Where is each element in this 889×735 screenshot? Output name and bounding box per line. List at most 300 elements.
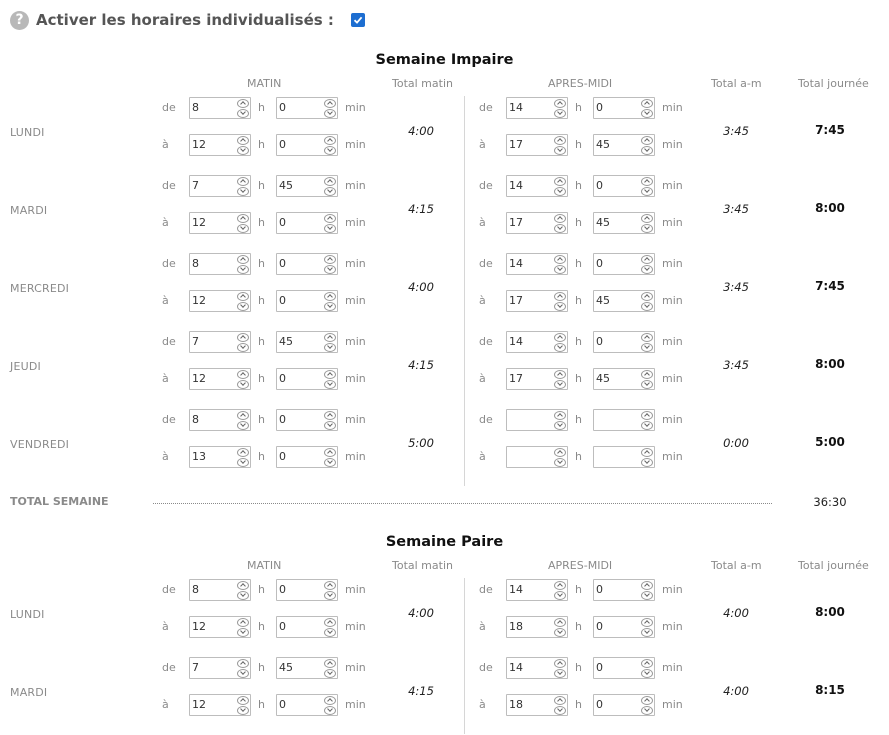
chevron-up-icon[interactable] bbox=[237, 696, 249, 705]
chevron-up-icon[interactable] bbox=[554, 370, 566, 379]
total-day-value: 5:00 bbox=[815, 435, 845, 449]
day-name: LUNDI bbox=[10, 126, 45, 139]
chevron-up-icon[interactable] bbox=[324, 99, 336, 108]
minute-unit-label: min bbox=[345, 620, 366, 633]
afternoon-de-minute-input[interactable] bbox=[593, 97, 655, 119]
afternoon-a-minute-input[interactable] bbox=[593, 134, 655, 156]
chevron-down-icon[interactable] bbox=[641, 458, 653, 467]
chevron-up-icon[interactable] bbox=[554, 255, 566, 264]
column-header-total-am: Total a-m bbox=[711, 77, 762, 90]
chevron-up-icon[interactable] bbox=[237, 411, 249, 420]
chevron-down-icon[interactable] bbox=[237, 421, 249, 430]
chevron-up-icon[interactable] bbox=[324, 411, 336, 420]
morning-de-minute-input-value: 0 bbox=[279, 413, 286, 426]
chevron-down-icon[interactable] bbox=[554, 146, 566, 155]
chevron-up-icon[interactable] bbox=[324, 255, 336, 264]
afternoon-a-hour-input[interactable] bbox=[506, 694, 568, 716]
chevron-down-icon[interactable] bbox=[324, 302, 336, 311]
from-label: de bbox=[162, 101, 176, 114]
afternoon-de-hour-input[interactable] bbox=[506, 409, 568, 431]
chevron-down-icon[interactable] bbox=[237, 706, 249, 715]
to-label: à bbox=[479, 620, 486, 633]
chevron-up-icon[interactable] bbox=[554, 618, 566, 627]
morning-de-hour-input-value: 8 bbox=[192, 583, 199, 596]
afternoon-de-hour-input-value: 14 bbox=[509, 101, 523, 114]
chevron-up-icon[interactable] bbox=[237, 99, 249, 108]
minute-unit-label: min bbox=[662, 179, 683, 192]
chevron-up-icon[interactable] bbox=[324, 659, 336, 668]
chevron-up-icon[interactable] bbox=[641, 411, 653, 420]
start-time-row bbox=[0, 175, 889, 197]
day-name: LUNDI bbox=[10, 608, 45, 621]
morning-a-minute-input-value: 0 bbox=[279, 698, 286, 711]
from-label: de bbox=[479, 335, 493, 348]
start-time-row bbox=[0, 97, 889, 119]
chevron-up-icon[interactable] bbox=[324, 292, 336, 301]
help-icon[interactable]: ? bbox=[10, 11, 29, 30]
from-label: de bbox=[162, 583, 176, 596]
total-day-value: 8:00 bbox=[815, 357, 845, 371]
total-day-value: 8:15 bbox=[815, 683, 845, 697]
chevron-up-icon[interactable] bbox=[554, 696, 566, 705]
afternoon-de-hour-input-value: 14 bbox=[509, 661, 523, 674]
chevron-up-icon[interactable] bbox=[641, 214, 653, 223]
morning-a-minute-input[interactable] bbox=[276, 694, 338, 716]
chevron-up-icon[interactable] bbox=[237, 136, 249, 145]
column-header-apres-midi: APRES-MIDI bbox=[548, 559, 613, 572]
morning-de-minute-input[interactable] bbox=[276, 657, 338, 679]
total-matin-value: 4:00 bbox=[408, 606, 434, 620]
chevron-down-icon[interactable] bbox=[641, 380, 653, 389]
day-name: VENDREDI bbox=[10, 438, 70, 451]
minute-unit-label: min bbox=[662, 698, 683, 711]
chevron-down-icon[interactable] bbox=[641, 302, 653, 311]
day-name: JEUDI bbox=[10, 360, 41, 373]
chevron-up-icon[interactable] bbox=[641, 448, 653, 457]
chevron-up-icon[interactable] bbox=[641, 99, 653, 108]
morning-a-hour-input-value: 12 bbox=[192, 216, 206, 229]
chevron-down-icon[interactable] bbox=[641, 669, 653, 678]
chevron-up-icon[interactable] bbox=[237, 292, 249, 301]
morning-de-hour-input[interactable] bbox=[189, 97, 251, 119]
from-label: de bbox=[162, 413, 176, 426]
morning-de-hour-input[interactable] bbox=[189, 409, 251, 431]
chevron-up-icon[interactable] bbox=[324, 448, 336, 457]
chevron-down-icon[interactable] bbox=[641, 265, 653, 274]
total-week-divider bbox=[153, 503, 772, 504]
afternoon-a-minute-input-value: 45 bbox=[596, 294, 610, 307]
chevron-up-icon[interactable] bbox=[641, 333, 653, 342]
minute-unit-label: min bbox=[662, 583, 683, 596]
hour-unit-label: h bbox=[575, 138, 582, 151]
hour-unit-label: h bbox=[575, 413, 582, 426]
chevron-up-icon[interactable] bbox=[237, 255, 249, 264]
from-label: de bbox=[479, 101, 493, 114]
morning-de-minute-input[interactable] bbox=[276, 331, 338, 353]
minute-unit-label: min bbox=[345, 216, 366, 229]
column-header-matin: MATIN bbox=[247, 77, 282, 90]
day-name: MERCREDI bbox=[10, 282, 70, 295]
chevron-down-icon[interactable] bbox=[237, 187, 249, 196]
chevron-down-icon[interactable] bbox=[324, 187, 336, 196]
afternoon-a-minute-input-value: 45 bbox=[596, 372, 610, 385]
afternoon-a-minute-input[interactable] bbox=[593, 616, 655, 638]
chevron-up-icon[interactable] bbox=[237, 370, 249, 379]
day-row bbox=[0, 331, 889, 409]
morning-a-minute-input-value: 0 bbox=[279, 372, 286, 385]
minute-unit-label: min bbox=[345, 138, 366, 151]
hour-unit-label: h bbox=[575, 583, 582, 596]
day-row bbox=[0, 409, 889, 487]
to-label: à bbox=[162, 620, 169, 633]
morning-de-hour-input[interactable] bbox=[189, 253, 251, 275]
hour-unit-label: h bbox=[575, 216, 582, 229]
chevron-up-icon[interactable] bbox=[237, 448, 249, 457]
chevron-down-icon[interactable] bbox=[554, 265, 566, 274]
afternoon-a-hour-input-value: 17 bbox=[509, 294, 523, 307]
start-time-row bbox=[0, 253, 889, 275]
from-label: de bbox=[479, 179, 493, 192]
chevron-down-icon[interactable] bbox=[237, 224, 249, 233]
morning-a-minute-input[interactable] bbox=[276, 134, 338, 156]
afternoon-a-minute-input[interactable] bbox=[593, 290, 655, 312]
chevron-down-icon[interactable] bbox=[324, 224, 336, 233]
hour-unit-label: h bbox=[258, 450, 265, 463]
chevron-down-icon[interactable] bbox=[641, 187, 653, 196]
chevron-up-icon[interactable] bbox=[554, 214, 566, 223]
hour-unit-label: h bbox=[575, 335, 582, 348]
column-header-matin: MATIN bbox=[247, 559, 282, 572]
minute-unit-label: min bbox=[662, 294, 683, 307]
total-week-value: 36:30 bbox=[813, 495, 847, 509]
chevron-up-icon[interactable] bbox=[641, 177, 653, 186]
chevron-down-icon[interactable] bbox=[324, 265, 336, 274]
chevron-down-icon[interactable] bbox=[237, 380, 249, 389]
afternoon-a-hour-input-value: 17 bbox=[509, 372, 523, 385]
chevron-up-icon[interactable] bbox=[641, 696, 653, 705]
chevron-down-icon[interactable] bbox=[641, 706, 653, 715]
chevron-up-icon[interactable] bbox=[237, 581, 249, 590]
day-row bbox=[0, 175, 889, 253]
hour-unit-label: h bbox=[575, 698, 582, 711]
afternoon-a-hour-input[interactable] bbox=[506, 616, 568, 638]
individual-hours-checkbox[interactable] bbox=[351, 13, 365, 27]
start-time-row bbox=[0, 331, 889, 353]
chevron-up-icon[interactable] bbox=[641, 292, 653, 301]
morning-a-minute-input[interactable] bbox=[276, 616, 338, 638]
morning-de-minute-input[interactable] bbox=[276, 97, 338, 119]
afternoon-a-minute-input[interactable] bbox=[593, 694, 655, 716]
start-time-row bbox=[0, 579, 889, 601]
chevron-down-icon[interactable] bbox=[554, 343, 566, 352]
chevron-down-icon[interactable] bbox=[554, 302, 566, 311]
chevron-down-icon[interactable] bbox=[554, 421, 566, 430]
chevron-down-icon[interactable] bbox=[554, 458, 566, 467]
chevron-down-icon[interactable] bbox=[554, 224, 566, 233]
morning-de-hour-input-value: 8 bbox=[192, 257, 199, 270]
total-am-value: 4:00 bbox=[723, 606, 749, 620]
hour-unit-label: h bbox=[258, 698, 265, 711]
chevron-down-icon[interactable] bbox=[324, 421, 336, 430]
chevron-up-icon[interactable] bbox=[237, 177, 249, 186]
chevron-up-icon[interactable] bbox=[554, 99, 566, 108]
total-day-value: 7:45 bbox=[815, 123, 845, 137]
morning-a-minute-input[interactable] bbox=[276, 212, 338, 234]
total-day-value: 8:00 bbox=[815, 605, 845, 619]
chevron-up-icon[interactable] bbox=[324, 214, 336, 223]
afternoon-de-minute-input[interactable] bbox=[593, 175, 655, 197]
minute-unit-label: min bbox=[345, 583, 366, 596]
chevron-down-icon[interactable] bbox=[641, 109, 653, 118]
hour-unit-label: h bbox=[575, 101, 582, 114]
morning-de-minute-input-value: 45 bbox=[279, 661, 293, 674]
morning-de-hour-input[interactable] bbox=[189, 331, 251, 353]
chevron-down-icon[interactable] bbox=[641, 591, 653, 600]
chevron-down-icon[interactable] bbox=[324, 591, 336, 600]
chevron-down-icon[interactable] bbox=[237, 591, 249, 600]
afternoon-de-minute-input-value: 0 bbox=[596, 101, 603, 114]
chevron-down-icon[interactable] bbox=[554, 669, 566, 678]
hour-unit-label: h bbox=[258, 413, 265, 426]
day-name: MARDI bbox=[10, 204, 48, 217]
afternoon-de-hour-input[interactable] bbox=[506, 579, 568, 601]
week-title: Semaine Impaire bbox=[375, 52, 514, 68]
afternoon-de-hour-input[interactable] bbox=[506, 253, 568, 275]
from-label: de bbox=[162, 179, 176, 192]
from-label: de bbox=[162, 661, 176, 674]
start-time-row bbox=[0, 657, 889, 679]
chevron-up-icon[interactable] bbox=[237, 618, 249, 627]
chevron-down-icon[interactable] bbox=[324, 706, 336, 715]
chevron-up-icon[interactable] bbox=[554, 333, 566, 342]
to-label: à bbox=[162, 698, 169, 711]
chevron-up-icon[interactable] bbox=[641, 136, 653, 145]
afternoon-de-hour-input-value: 14 bbox=[509, 583, 523, 596]
morning-de-minute-input[interactable] bbox=[276, 253, 338, 275]
chevron-down-icon[interactable] bbox=[641, 146, 653, 155]
chevron-down-icon[interactable] bbox=[554, 109, 566, 118]
minute-unit-label: min bbox=[662, 101, 683, 114]
individual-hours-label: Activer les horaires individualisés : bbox=[36, 11, 334, 29]
afternoon-de-minute-input[interactable] bbox=[593, 409, 655, 431]
hour-unit-label: h bbox=[258, 179, 265, 192]
afternoon-de-hour-input[interactable] bbox=[506, 97, 568, 119]
chevron-up-icon[interactable] bbox=[641, 659, 653, 668]
chevron-up-icon[interactable] bbox=[641, 255, 653, 264]
morning-a-hour-input[interactable] bbox=[189, 446, 251, 468]
morning-a-minute-input[interactable] bbox=[276, 290, 338, 312]
chevron-up-icon[interactable] bbox=[554, 448, 566, 457]
column-header-total-matin: Total matin bbox=[392, 77, 453, 90]
minute-unit-label: min bbox=[345, 413, 366, 426]
afternoon-de-minute-input-value: 0 bbox=[596, 257, 603, 270]
total-am-value: 3:45 bbox=[723, 358, 749, 372]
morning-a-hour-input[interactable] bbox=[189, 368, 251, 390]
from-label: de bbox=[162, 335, 176, 348]
chevron-down-icon[interactable] bbox=[554, 706, 566, 715]
chevron-down-icon[interactable] bbox=[324, 343, 336, 352]
chevron-down-icon[interactable] bbox=[324, 669, 336, 678]
morning-a-hour-input[interactable] bbox=[189, 694, 251, 716]
checkmark-icon bbox=[353, 15, 363, 25]
afternoon-de-minute-input-value: 0 bbox=[596, 661, 603, 674]
afternoon-de-hour-input[interactable] bbox=[506, 331, 568, 353]
chevron-up-icon[interactable] bbox=[237, 333, 249, 342]
hour-unit-label: h bbox=[258, 620, 265, 633]
afternoon-a-hour-input[interactable] bbox=[506, 290, 568, 312]
morning-a-minute-input[interactable] bbox=[276, 446, 338, 468]
total-am-value: 3:45 bbox=[723, 202, 749, 216]
chevron-up-icon[interactable] bbox=[554, 581, 566, 590]
chevron-down-icon[interactable] bbox=[237, 628, 249, 637]
hour-unit-label: h bbox=[258, 294, 265, 307]
morning-a-hour-input[interactable] bbox=[189, 290, 251, 312]
column-header-apres-midi: APRES-MIDI bbox=[548, 77, 613, 90]
chevron-down-icon[interactable] bbox=[324, 458, 336, 467]
afternoon-de-minute-input[interactable] bbox=[593, 331, 655, 353]
afternoon-de-minute-input[interactable] bbox=[593, 579, 655, 601]
day-row bbox=[0, 657, 889, 735]
chevron-up-icon[interactable] bbox=[324, 696, 336, 705]
chevron-up-icon[interactable] bbox=[324, 177, 336, 186]
chevron-up-icon[interactable] bbox=[554, 292, 566, 301]
morning-a-minute-input-value: 0 bbox=[279, 450, 286, 463]
chevron-up-icon[interactable] bbox=[324, 333, 336, 342]
chevron-down-icon[interactable] bbox=[237, 302, 249, 311]
chevron-down-icon[interactable] bbox=[237, 458, 249, 467]
from-label: de bbox=[479, 413, 493, 426]
morning-a-minute-input[interactable] bbox=[276, 368, 338, 390]
chevron-up-icon[interactable] bbox=[554, 177, 566, 186]
chevron-up-icon[interactable] bbox=[554, 136, 566, 145]
hour-unit-label: h bbox=[575, 450, 582, 463]
chevron-down-icon[interactable] bbox=[237, 146, 249, 155]
afternoon-de-minute-input[interactable] bbox=[593, 657, 655, 679]
morning-a-hour-input-value: 12 bbox=[192, 138, 206, 151]
morning-de-minute-input[interactable] bbox=[276, 175, 338, 197]
chevron-up-icon[interactable] bbox=[554, 411, 566, 420]
chevron-down-icon[interactable] bbox=[237, 109, 249, 118]
chevron-up-icon[interactable] bbox=[324, 136, 336, 145]
afternoon-de-minute-input[interactable] bbox=[593, 253, 655, 275]
morning-de-minute-input[interactable] bbox=[276, 409, 338, 431]
chevron-down-icon[interactable] bbox=[324, 146, 336, 155]
chevron-down-icon[interactable] bbox=[237, 669, 249, 678]
minute-unit-label: min bbox=[662, 257, 683, 270]
morning-a-hour-input-value: 12 bbox=[192, 294, 206, 307]
to-label: à bbox=[479, 372, 486, 385]
from-label: de bbox=[479, 257, 493, 270]
morning-a-minute-input-value: 0 bbox=[279, 216, 286, 229]
chevron-down-icon[interactable] bbox=[324, 628, 336, 637]
minute-unit-label: min bbox=[345, 372, 366, 385]
afternoon-a-minute-input[interactable] bbox=[593, 368, 655, 390]
column-header-total-am: Total a-m bbox=[711, 559, 762, 572]
chevron-up-icon[interactable] bbox=[641, 370, 653, 379]
morning-de-hour-input[interactable] bbox=[189, 175, 251, 197]
chevron-up-icon[interactable] bbox=[324, 370, 336, 379]
chevron-down-icon[interactable] bbox=[641, 343, 653, 352]
chevron-up-icon[interactable] bbox=[237, 214, 249, 223]
start-time-row bbox=[0, 409, 889, 431]
hour-unit-label: h bbox=[258, 661, 265, 674]
total-am-value: 4:00 bbox=[723, 684, 749, 698]
morning-a-hour-input[interactable] bbox=[189, 616, 251, 638]
to-label: à bbox=[162, 138, 169, 151]
chevron-up-icon[interactable] bbox=[237, 659, 249, 668]
to-label: à bbox=[162, 294, 169, 307]
chevron-down-icon[interactable] bbox=[641, 224, 653, 233]
morning-a-hour-input-value: 13 bbox=[192, 450, 206, 463]
chevron-down-icon[interactable] bbox=[554, 187, 566, 196]
chevron-down-icon[interactable] bbox=[554, 628, 566, 637]
chevron-up-icon[interactable] bbox=[641, 618, 653, 627]
to-label: à bbox=[162, 450, 169, 463]
morning-a-hour-input-value: 12 bbox=[192, 372, 206, 385]
chevron-down-icon[interactable] bbox=[237, 265, 249, 274]
chevron-down-icon[interactable] bbox=[554, 380, 566, 389]
total-matin-value: 4:15 bbox=[408, 202, 434, 216]
chevron-up-icon[interactable] bbox=[324, 581, 336, 590]
chevron-up-icon[interactable] bbox=[554, 659, 566, 668]
chevron-up-icon[interactable] bbox=[324, 618, 336, 627]
afternoon-a-minute-input[interactable] bbox=[593, 212, 655, 234]
hour-unit-label: h bbox=[258, 372, 265, 385]
to-label: à bbox=[479, 138, 486, 151]
from-label: de bbox=[162, 257, 176, 270]
morning-de-minute-input-value: 45 bbox=[279, 179, 293, 192]
morning-de-hour-input[interactable] bbox=[189, 657, 251, 679]
chevron-down-icon[interactable] bbox=[641, 421, 653, 430]
minute-unit-label: min bbox=[345, 101, 366, 114]
morning-de-hour-input-value: 8 bbox=[192, 413, 199, 426]
chevron-down-icon[interactable] bbox=[554, 591, 566, 600]
morning-de-hour-input-value: 7 bbox=[192, 335, 199, 348]
afternoon-a-hour-input[interactable] bbox=[506, 134, 568, 156]
chevron-up-icon[interactable] bbox=[641, 581, 653, 590]
chevron-down-icon[interactable] bbox=[641, 628, 653, 637]
chevron-down-icon[interactable] bbox=[324, 380, 336, 389]
minute-unit-label: min bbox=[345, 661, 366, 674]
column-header-total-matin: Total matin bbox=[392, 559, 453, 572]
morning-de-minute-input[interactable] bbox=[276, 579, 338, 601]
minute-unit-label: min bbox=[662, 138, 683, 151]
morning-de-hour-input[interactable] bbox=[189, 579, 251, 601]
minute-unit-label: min bbox=[662, 413, 683, 426]
minute-unit-label: min bbox=[662, 216, 683, 229]
morning-a-hour-input[interactable] bbox=[189, 134, 251, 156]
afternoon-a-minute-input[interactable] bbox=[593, 446, 655, 468]
hour-unit-label: h bbox=[575, 661, 582, 674]
chevron-down-icon[interactable] bbox=[324, 109, 336, 118]
afternoon-de-hour-input[interactable] bbox=[506, 175, 568, 197]
minute-unit-label: min bbox=[345, 294, 366, 307]
chevron-down-icon[interactable] bbox=[237, 343, 249, 352]
afternoon-a-hour-input[interactable] bbox=[506, 212, 568, 234]
hour-unit-label: h bbox=[258, 335, 265, 348]
morning-a-hour-input[interactable] bbox=[189, 212, 251, 234]
day-row bbox=[0, 253, 889, 331]
total-week-label: TOTAL SEMAINE bbox=[10, 495, 109, 508]
afternoon-a-minute-input-value: 0 bbox=[596, 698, 603, 711]
total-day-value: 7:45 bbox=[815, 279, 845, 293]
afternoon-a-hour-input[interactable] bbox=[506, 368, 568, 390]
to-label: à bbox=[162, 216, 169, 229]
total-matin-value: 4:00 bbox=[408, 280, 434, 294]
morning-a-minute-input-value: 0 bbox=[279, 620, 286, 633]
afternoon-de-hour-input[interactable] bbox=[506, 657, 568, 679]
afternoon-a-hour-input[interactable] bbox=[506, 446, 568, 468]
